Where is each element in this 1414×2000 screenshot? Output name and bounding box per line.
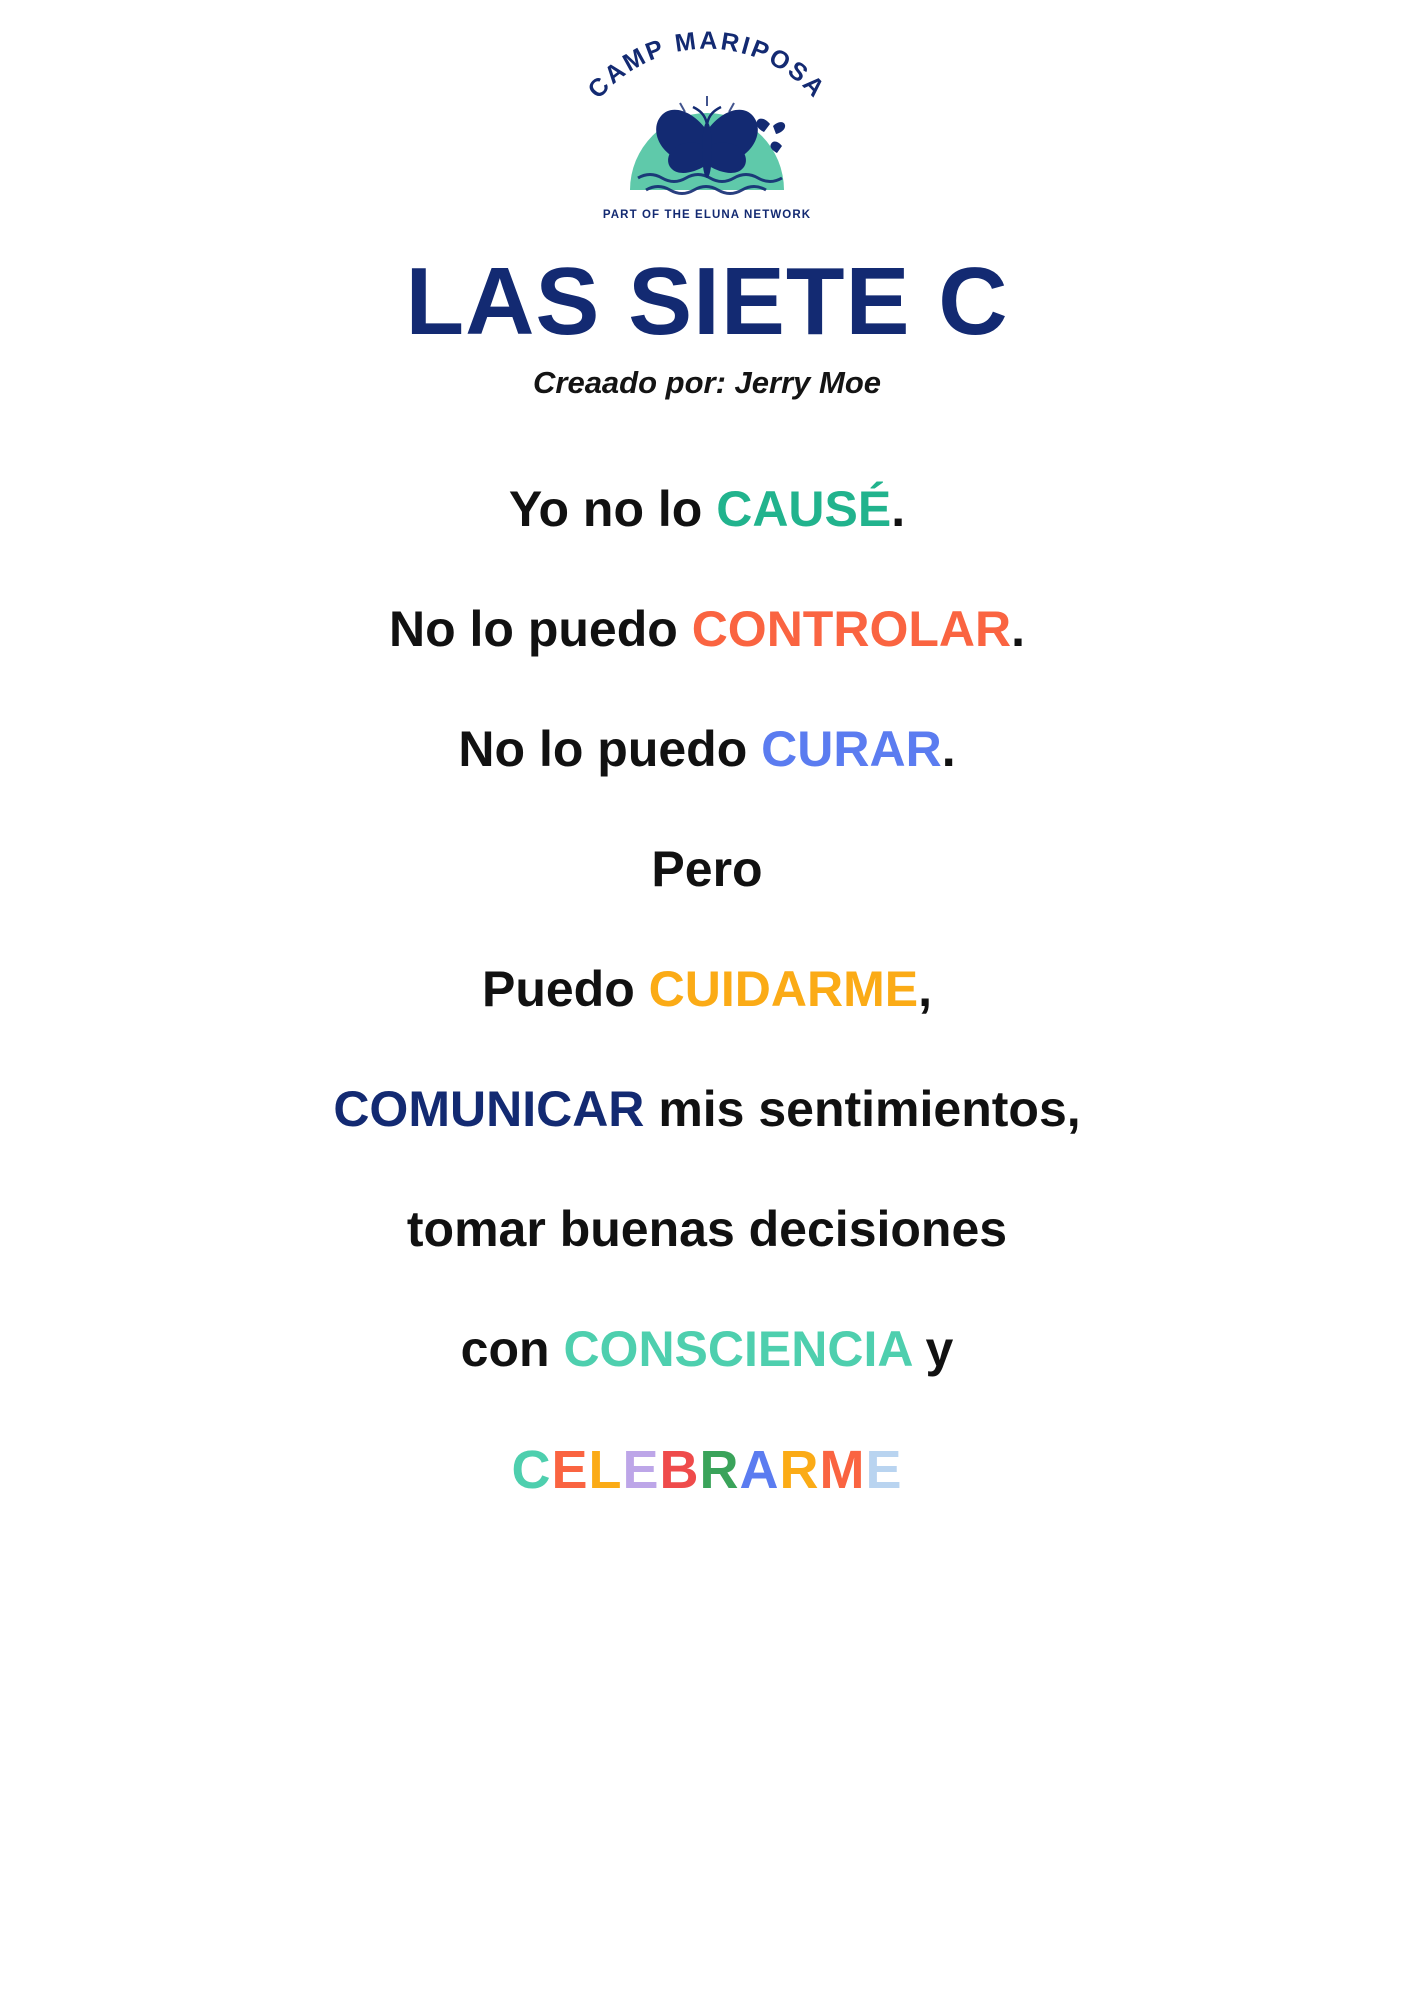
verse-segment: con	[460, 1320, 564, 1377]
verse-segment: CUIDARME	[648, 960, 919, 1017]
verse-list	[0, 479, 1414, 1501]
verse-decisiones	[407, 1199, 1007, 1259]
logo-tagline: PART OF THE ELUNA NETWORK	[602, 209, 812, 221]
logo-arc-text: CAMP MARIPOSA	[582, 28, 832, 104]
verse-segment: No lo puedo	[388, 600, 692, 657]
celebrate-letter: E	[865, 1439, 903, 1500]
verse-segment: Puedo	[481, 960, 649, 1017]
camp-mariposa-logo	[542, 28, 872, 238]
verse-segment: .	[891, 480, 906, 537]
verse-segment: Yo no lo	[508, 480, 717, 537]
verse-controlar	[389, 599, 1025, 659]
verse-segment: .	[941, 720, 956, 777]
verse-segment: y	[911, 1320, 954, 1377]
celebrate-letter: C	[511, 1439, 552, 1500]
verse-segment: ,	[918, 960, 933, 1017]
page-title: LAS SIETE C	[405, 248, 1009, 355]
verse-cause	[509, 479, 905, 539]
verse-segment: Pero	[651, 840, 763, 897]
butterfly-logo-icon	[542, 28, 872, 238]
verse-consciencia	[461, 1319, 954, 1379]
celebrate-letter: A	[739, 1439, 780, 1500]
celebrate-letter: M	[819, 1439, 866, 1500]
verse-curar	[458, 719, 955, 779]
verse-segment: CAUSÉ	[716, 480, 892, 537]
celebrate-letter: E	[551, 1439, 589, 1500]
verse-segment: tomar buenas decisiones	[406, 1200, 1008, 1257]
verse-segment: COMUNICAR	[333, 1080, 645, 1137]
celebrate-letter: R	[699, 1439, 740, 1500]
celebrate-letter: R	[779, 1439, 820, 1500]
verse-segment: mis sentimientos,	[644, 1080, 1081, 1137]
verse-segment: CONTROLAR	[691, 600, 1012, 657]
verse-segment: CURAR	[761, 720, 942, 777]
verse-segment: .	[1011, 600, 1026, 657]
celebrate-letter: B	[659, 1439, 700, 1500]
verse-cuidarme	[482, 959, 932, 1019]
verse-segment: No lo puedo	[458, 720, 762, 777]
verse-celebrarme	[511, 1439, 902, 1501]
page-subtitle: Creaado por: Jerry Moe	[533, 364, 881, 400]
verse-pero	[651, 839, 762, 899]
verse-comunicar	[333, 1079, 1080, 1139]
celebrate-letter: E	[622, 1439, 660, 1500]
celebrate-letter: L	[588, 1439, 623, 1500]
verse-segment: CONSCIENCIA	[563, 1320, 912, 1377]
